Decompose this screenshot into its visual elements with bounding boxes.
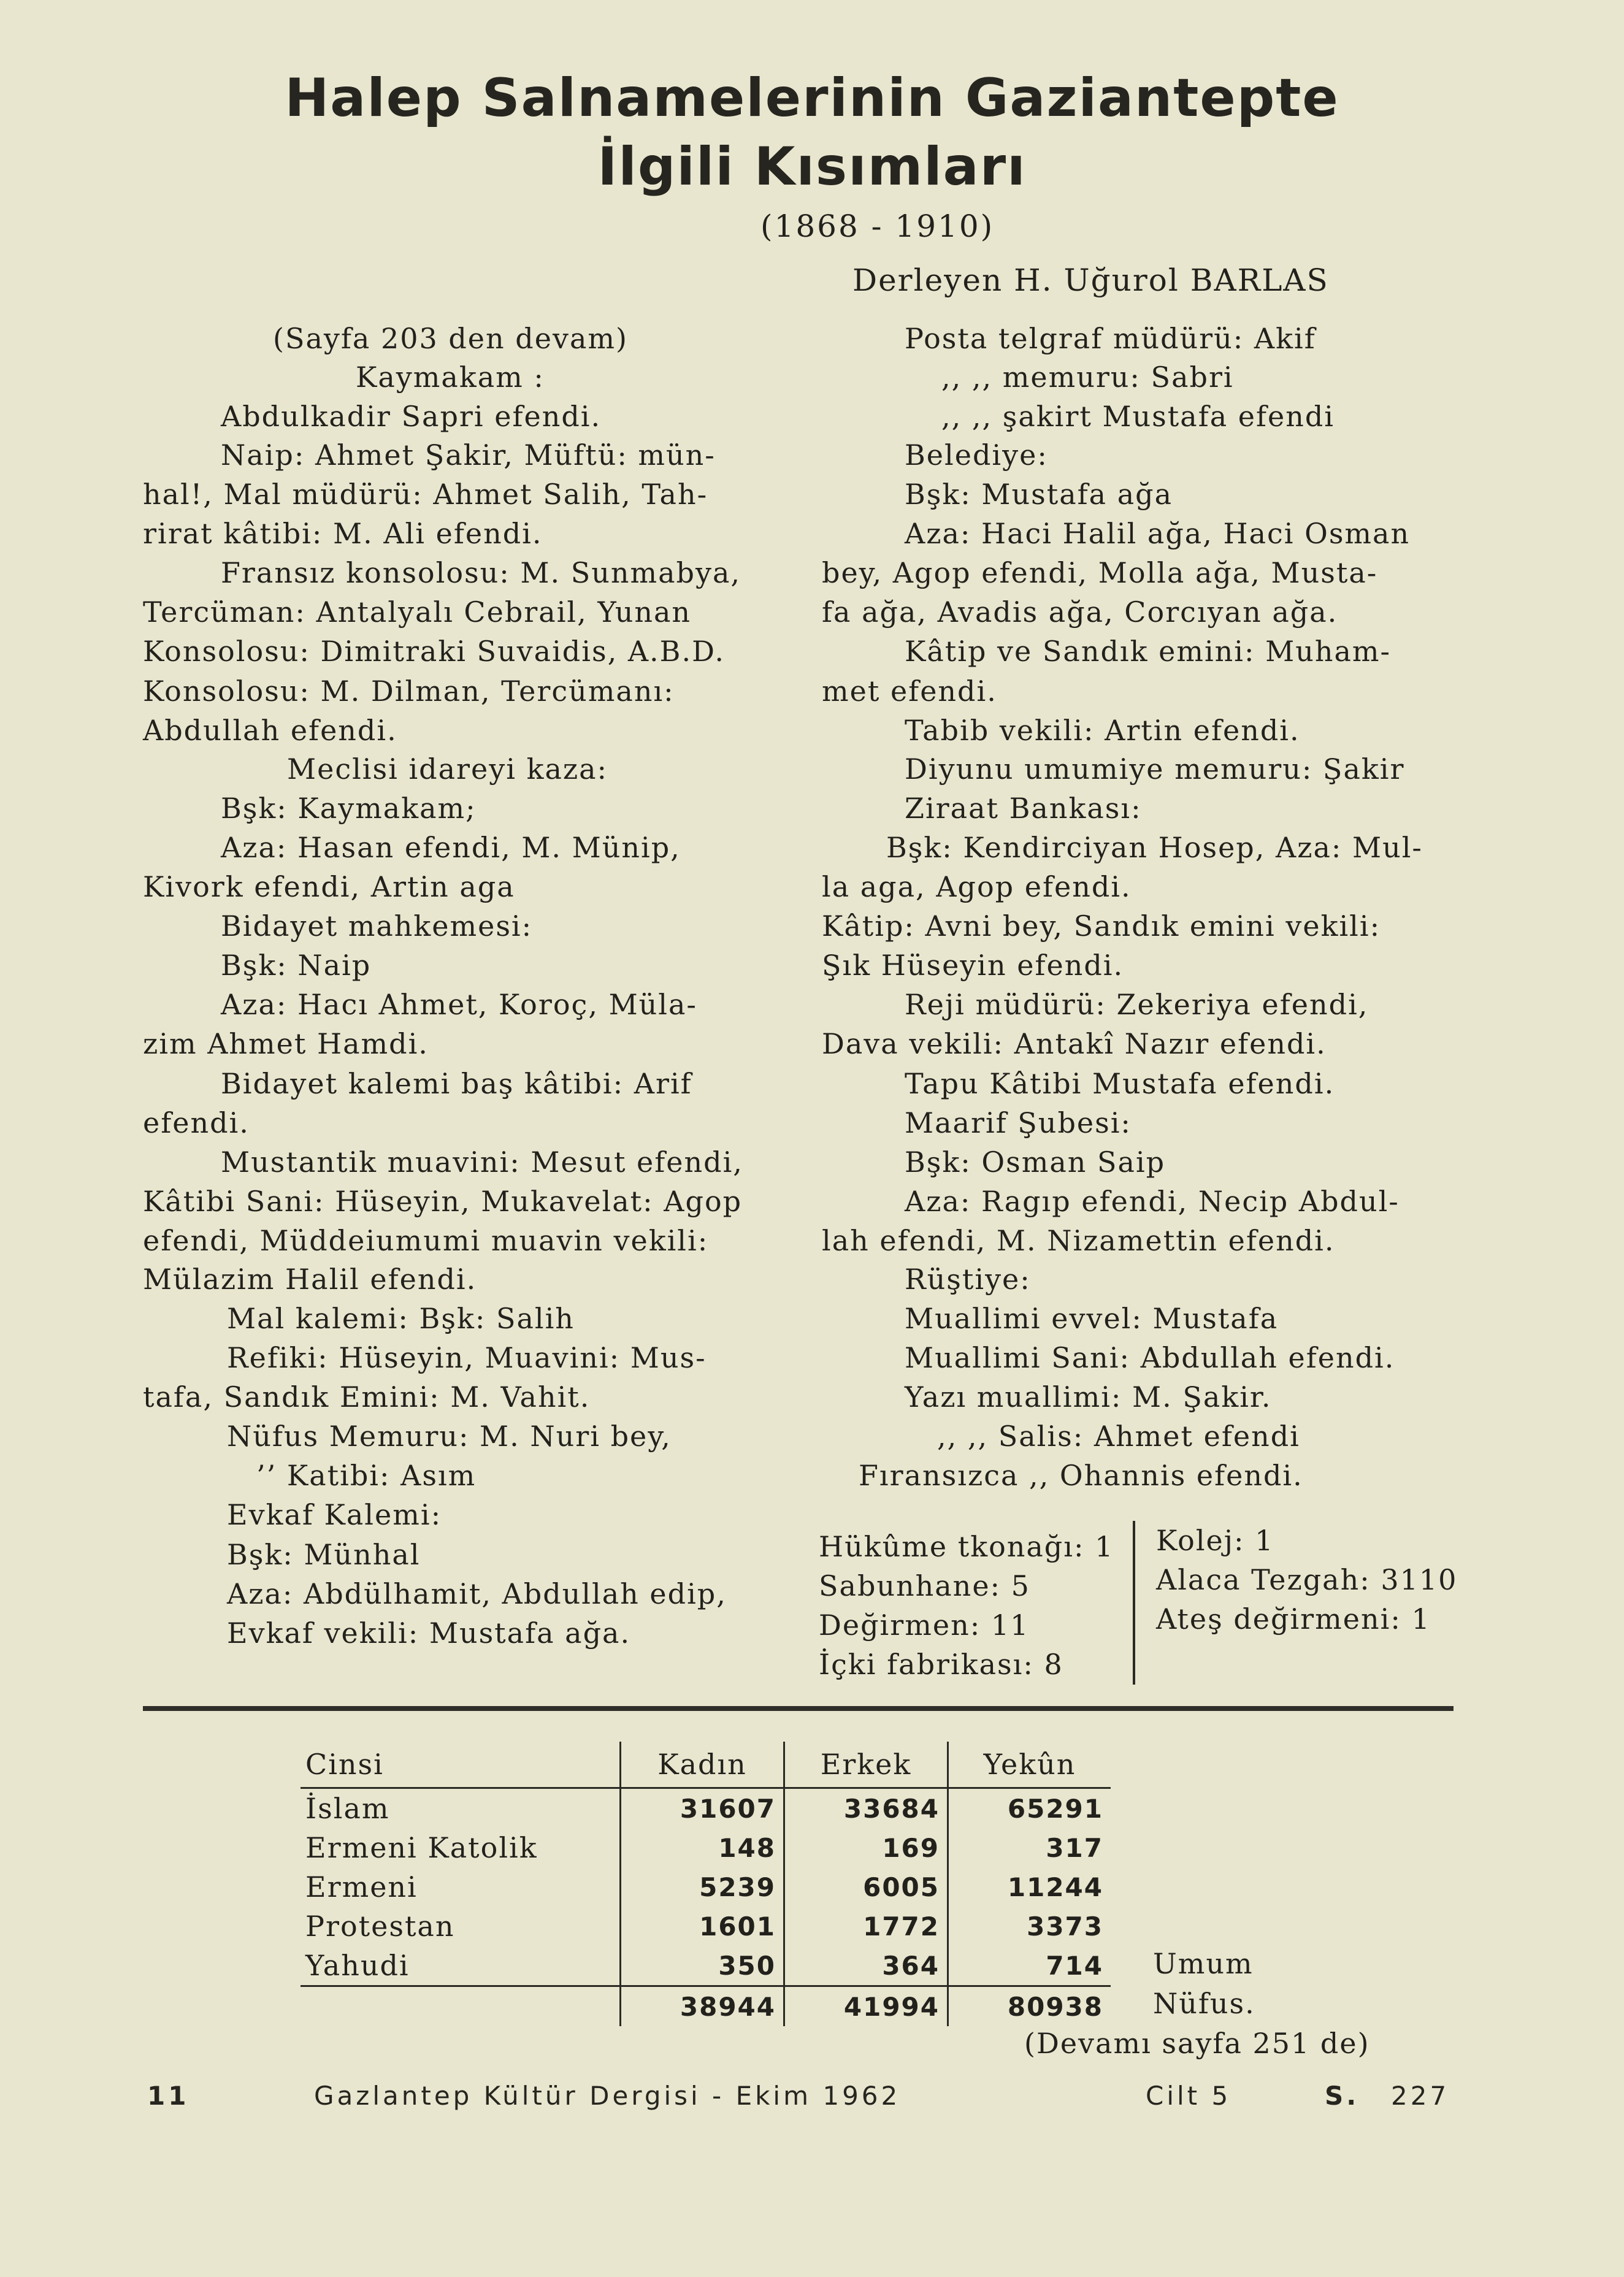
text-line: ,, ,, şakirt Mustafa efendi [941,400,1335,433]
text-line: Posta telgraf müdürü: Akif [905,322,1316,355]
cell-kadin: 31607 [621,1788,784,1829]
text-line: Reji müdürü: Zekeriya efendi, [905,988,1369,1021]
text-line: Kivork efendi, Artin aga [143,870,515,903]
text-line: Maarif Şubesi: [905,1106,1132,1139]
text-line: Abdulkadir Sapri efendi. [221,400,602,433]
text-line: ,, ,, memuru: Sabri [941,361,1234,394]
text-line: ’’ Katibi: Asım [256,1459,477,1492]
date-range: (1868 - 1910) [760,209,995,244]
text-line: Yazı muallimi: M. Şakir. [905,1380,1272,1414]
footer-page-number: 11 [147,2081,190,2111]
row-label: Ermeni Katolik [305,1831,538,1864]
text-line: Şık Hüseyin efendi. [822,949,1124,982]
section-divider [143,1706,1454,1711]
text-line: Bidayet kalemi baş kâtibi: Arif [221,1067,692,1100]
text-line: Bşk: Naip [221,949,372,982]
text-line: Bşk: Osman Saip [905,1146,1166,1179]
total-erkek: 41994 [784,1986,948,2027]
total-label-umum: Umum [1153,1947,1254,1980]
text-line: Bidayet mahkemesi: [221,909,533,943]
text-line: Evkaf Kalemi: [227,1498,442,1531]
cell-yekun: 714 [948,1946,1111,1986]
text-line: Tabib vekili: Artin efendi. [905,714,1300,747]
table-row [301,1788,1111,1829]
facility-item: Ateş değirmeni: 1 [1156,1602,1431,1636]
footer-volume: Cilt 5 [1146,2081,1231,2111]
text-line: Bşk: Kendirciyan Hosep, Aza: Mul- [886,831,1423,864]
text-line: Tapu Kâtibi Mustafa efendi. [905,1067,1335,1100]
footer-issue-number: 227 [1391,2081,1450,2111]
text-line: Konsolosu: Dimitraki Suvaidis, A.B.D. [143,635,725,668]
text-line: Kaymakam : [356,361,545,394]
text-line: Mal kalemi: Bşk: Salih [227,1302,575,1335]
facilities-divider [1133,1521,1135,1685]
text-line: Kâtibi Sani: Hüseyin, Mukavelat: Agop [143,1185,743,1218]
text-line: Refiki: Hüseyin, Muavini: Mus- [227,1341,707,1374]
cell-kadin: 350 [621,1946,784,1986]
cell-yekun: 11244 [948,1867,1111,1907]
total-label-nufus: Nüfus. [1153,1987,1255,2020]
footer-magazine: Gazlantep Kültür Dergisi - Ekim 1962 [314,2081,901,2111]
text-line: Muallimi Sani: Abdullah efendi. [905,1341,1395,1374]
row-label: Ermeni [305,1870,418,1904]
cell-kadin: 1601 [621,1907,784,1946]
facility-item: İçki fabrikası: 8 [819,1648,1063,1681]
cell-kadin: 148 [621,1828,784,1867]
text-line: Dava vekili: Antakî Nazır efendi. [822,1027,1327,1060]
text-line: Aza: Hasan efendi, M. Münip, [221,831,681,864]
cell-erkek: 6005 [784,1867,948,1907]
text-line: Abdullah efendi. [143,714,397,747]
article-title-line-1: Halep Salnamelerinin Gaziantepte [285,67,1339,129]
text-line: Diyunu umumiye memuru: Şakir [905,752,1405,786]
text-line: Aza: Abdülhamit, Abdullah edip, [227,1577,727,1610]
text-line: Naip: Ahmet Şakir, Müftü: mün- [221,438,716,472]
cell-erkek: 364 [784,1946,948,1986]
text-line: Bşk: Mustafa ağa [905,478,1173,511]
text-line: efendi. [143,1106,250,1139]
text-line: Konsolosu: M. Dilman, Tercümanı: [143,675,675,708]
text-line: Tercüman: Antalyalı Cebrail, Yunan [143,595,692,629]
table-row [301,1828,1111,1867]
table-row [301,1907,1111,1946]
row-label: Protestan [305,1910,455,1943]
facility-item: Sabunhane: 5 [819,1569,1030,1602]
total-yekun: 80938 [948,1986,1111,2027]
footer-issue-label: S. [1325,2081,1360,2111]
cell-yekun: 317 [948,1828,1111,1867]
text-line: fa ağa, Avadis ağa, Corcıyan ağa. [822,595,1338,629]
text-line: la aga, Agop efendi. [822,870,1132,903]
facility-item: Alaca Tezgah: 3110 [1156,1563,1458,1596]
table-header-erkek: Erkek [784,1742,948,1788]
continuation-note: (Devamı sayfa 251 de) [1024,2027,1370,2060]
text-line: efendi, Müddeiumumi muavin vekili: [143,1224,709,1257]
text-line: (Sayfa 203 den devam) [273,322,628,355]
table-header-cinsi: Cinsi [301,1742,621,1788]
cell-erkek: 33684 [784,1788,948,1829]
text-line: lah efendi, M. Nizamettin efendi. [822,1224,1335,1257]
author-credit: Derleyen H. Uğurol BARLAS [852,262,1329,298]
text-line: tafa, Sandık Emini: M. Vahit. [143,1380,591,1414]
article-title-line-2: İlgili Kısımları [597,136,1027,197]
facility-item: Değirmen: 11 [819,1609,1030,1642]
text-line: Aza: Hacı Ahmet, Koroç, Müla- [221,988,697,1021]
text-line: zim Ahmet Hamdi. [143,1027,429,1060]
table-header-yekun: Yekûn [948,1742,1111,1788]
text-line: Meclisi idareyi kaza: [287,752,608,786]
text-line: rirat kâtibi: M. Ali efendi. [143,517,543,550]
table-header-kadin: Kadın [621,1742,784,1788]
text-line: Kâtip: Avni bey, Sandık emini vekili: [822,909,1381,943]
text-line: Bşk: Kaymakam; [221,792,477,825]
text-line: Muallimi evvel: Mustafa [905,1302,1279,1335]
table-row [301,1946,1111,1986]
text-line: Mülazim Halil efendi. [143,1263,477,1296]
cell-erkek: 169 [784,1828,948,1867]
table-total-row [301,1986,1111,2027]
text-line: Mustantik muavini: Mesut efendi, [221,1146,743,1179]
text-line: Nüfus Memuru: M. Nuri bey, [227,1420,672,1453]
text-line: Ziraat Bankası: [905,792,1142,825]
text-line: ,, ,, Salis: Ahmet efendi [937,1420,1300,1453]
table-row [301,1867,1111,1907]
text-line: met efendi. [822,675,997,708]
text-line: Aza: Ragıp efendi, Necip Abdul- [905,1185,1400,1218]
cell-yekun: 65291 [948,1788,1111,1829]
text-line: bey, Agop efendi, Molla ağa, Musta- [822,556,1378,589]
cell-yekun: 3373 [948,1907,1111,1946]
text-line: Bşk: Münhal [227,1538,421,1571]
text-line: Fransız konsolosu: M. Sunmabya, [221,556,741,589]
cell-erkek: 1772 [784,1907,948,1946]
population-table [301,1742,1111,2026]
facility-item: Hükûme tkonağı: 1 [819,1530,1114,1563]
row-label: Yahudi [305,1949,410,1982]
total-kadin: 38944 [621,1986,784,2027]
facility-item: Kolej: 1 [1156,1524,1274,1557]
text-line: Kâtip ve Sandık emini: Muham- [905,635,1392,668]
cell-kadin: 5239 [621,1867,784,1907]
text-line: Aza: Haci Halil ağa, Haci Osman [905,517,1411,550]
text-line: Evkaf vekili: Mustafa ağa. [227,1617,631,1650]
row-label: İslam [305,1792,390,1825]
text-line: Rüştiye: [905,1263,1031,1296]
text-line: Belediye: [905,438,1048,472]
text-line: hal!, Mal müdürü: Ahmet Salih, Tah- [143,478,708,511]
text-line: Fıransızca ,, Ohannis efendi. [859,1459,1303,1492]
